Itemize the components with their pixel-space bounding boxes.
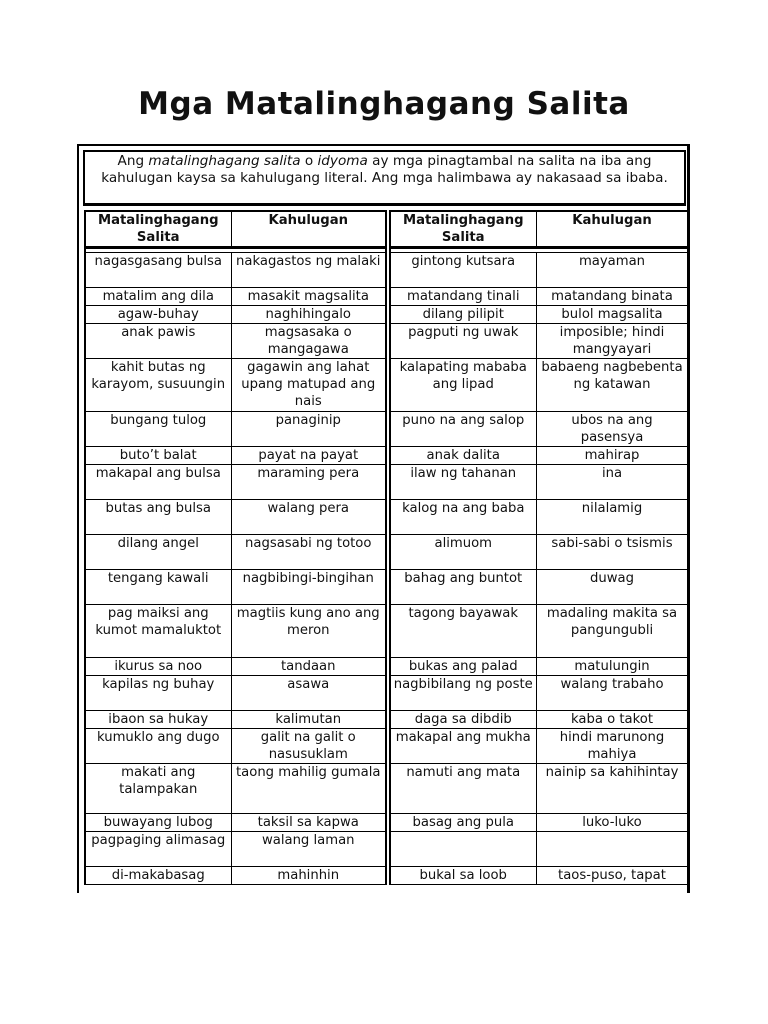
table-row (85, 570, 386, 605)
kahulugan-cell: mayaman (536, 253, 688, 288)
table-row (390, 764, 688, 814)
kahulugan-cell: nagsasabi ng totoo (231, 535, 386, 570)
kahulugan-cell: luko-luko (536, 814, 688, 832)
salita-cell: gintong kutsara (390, 253, 536, 288)
intro-term-idyoma: idyoma (317, 153, 368, 169)
header-kahulugan: Kahulugan (536, 211, 688, 248)
page-title: Mga Matalinghagang Salita (138, 86, 630, 122)
salita-cell: dilang angel (85, 535, 231, 570)
table-row (390, 832, 688, 867)
table-row (85, 605, 386, 658)
kahulugan-cell: duwag (536, 570, 688, 605)
kahulugan-cell: taong mahilig gumala (231, 764, 386, 814)
kahulugan-cell: naghihingalo (231, 306, 386, 324)
salita-cell: anak pawis (85, 324, 231, 359)
salita-cell: ibaon sa hukay (85, 711, 231, 729)
kahulugan-cell: sabi-sabi o tsismis (536, 535, 688, 570)
salita-cell: kalog na ang baba (390, 500, 536, 535)
table-row (390, 288, 688, 306)
salita-cell: makapal ang bulsa (85, 465, 231, 500)
kahulugan-cell: taos-puso, tapat (536, 867, 688, 885)
kahulugan-cell: babaeng nagbebenta ng katawan (536, 359, 688, 412)
salita-cell: bukas ang palad (390, 658, 536, 676)
kahulugan-cell: gagawin ang lahat upang matupad ang nais (231, 359, 386, 412)
table-row (85, 253, 386, 288)
salita-cell (390, 832, 536, 867)
kahulugan-cell: imposible; hindi mangyayari (536, 324, 688, 359)
kahulugan-cell: magsasaka o mangagawa (231, 324, 386, 359)
salita-cell: bahag ang buntot (390, 570, 536, 605)
table-row (85, 288, 386, 306)
salita-cell: bukal sa loob (390, 867, 536, 885)
salita-cell: butas ang bulsa (85, 500, 231, 535)
table-row (85, 711, 386, 729)
kahulugan-cell: ina (536, 465, 688, 500)
salita-cell: kahit butas ng karayom, susuungin (85, 359, 231, 412)
kahulugan-cell: galit na galit o nasusuklam (231, 729, 386, 764)
salita-cell: kapilas ng buhay (85, 676, 231, 711)
table-row (390, 306, 688, 324)
table-row (390, 412, 688, 447)
salita-cell: alimuom (390, 535, 536, 570)
salita-cell: pagpaging alimasag (85, 832, 231, 867)
idioms-table-right (389, 210, 689, 885)
salita-cell: tengang kawali (85, 570, 231, 605)
salita-cell: buwayang lubog (85, 814, 231, 832)
kahulugan-cell: tandaan (231, 658, 386, 676)
table-row (85, 764, 386, 814)
table-row (390, 867, 688, 885)
salita-cell: matalim ang dila (85, 288, 231, 306)
header-salita: Matalinghagang Salita (85, 211, 231, 248)
table-row (390, 676, 688, 711)
salita-cell: agaw-buhay (85, 306, 231, 324)
kahulugan-cell: masakit magsalita (231, 288, 386, 306)
salita-cell: buto’t balat (85, 447, 231, 465)
kahulugan-cell: payat na payat (231, 447, 386, 465)
table-row (85, 676, 386, 711)
kahulugan-cell: panaginip (231, 412, 386, 447)
table-row (85, 412, 386, 447)
salita-cell: makapal ang mukha (390, 729, 536, 764)
salita-cell: matandang tinali (390, 288, 536, 306)
table-row (85, 447, 386, 465)
table-row (390, 324, 688, 359)
table-row (85, 465, 386, 500)
kahulugan-cell: bulol magsalita (536, 306, 688, 324)
table-row (390, 447, 688, 465)
header-row (85, 211, 386, 248)
table-row (85, 658, 386, 676)
salita-cell: kalapating mababa ang lipad (390, 359, 536, 412)
kahulugan-cell: walang pera (231, 500, 386, 535)
salita-cell: ikurus sa noo (85, 658, 231, 676)
kahulugan-cell: nakagastos ng malaki (231, 253, 386, 288)
intro-mid: o (300, 153, 318, 169)
kahulugan-cell: taksil sa kapwa (231, 814, 386, 832)
header-row (390, 211, 688, 248)
salita-cell: basag ang pula (390, 814, 536, 832)
table-row (85, 867, 386, 885)
table-row (390, 711, 688, 729)
kahulugan-cell: matandang binata (536, 288, 688, 306)
salita-cell: di-makabasag (85, 867, 231, 885)
table-row (390, 570, 688, 605)
kahulugan-cell: matulungin (536, 658, 688, 676)
salita-cell: bungang tulog (85, 412, 231, 447)
salita-cell: ilaw ng tahanan (390, 465, 536, 500)
salita-cell: tagong bayawak (390, 605, 536, 658)
table-row (390, 500, 688, 535)
kahulugan-cell: walang laman (231, 832, 386, 867)
salita-cell: nagasgasang bulsa (85, 253, 231, 288)
kahulugan-cell: mahirap (536, 447, 688, 465)
kahulugan-cell: kalimutan (231, 711, 386, 729)
kahulugan-cell: nagbibingi-bingihan (231, 570, 386, 605)
kahulugan-cell: walang trabaho (536, 676, 688, 711)
table-row (390, 253, 688, 288)
header-kahulugan: Kahulugan (231, 211, 386, 248)
table-row (85, 535, 386, 570)
salita-cell: dilang pilipit (390, 306, 536, 324)
idioms-table-left (84, 210, 387, 885)
table-row (85, 814, 386, 832)
table-row (390, 535, 688, 570)
intro-term-matalinghaga: matalinghagang salita (148, 153, 301, 169)
intro-post: ay mga pinagtambal na salita na iba ang kahulugan kaysa sa kahulugang literal. Ang mga halimbawa ay nakasaad sa ibaba. (101, 153, 668, 186)
salita-cell: anak dalita (390, 447, 536, 465)
kahulugan-cell: maraming pera (231, 465, 386, 500)
salita-cell: puno na ang salop (390, 412, 536, 447)
intro-paragraph (83, 150, 686, 206)
header-salita: Matalinghagang Salita (390, 211, 536, 248)
table-row (85, 359, 386, 412)
kahulugan-cell (536, 832, 688, 867)
kahulugan-cell: madaling makita sa pangungubli (536, 605, 688, 658)
table-row (85, 832, 386, 867)
salita-cell: pag maiksi ang kumot mamaluktot (85, 605, 231, 658)
kahulugan-cell: ubos na ang pasensya (536, 412, 688, 447)
kahulugan-cell: magtiis kung ano ang meron (231, 605, 386, 658)
table-row (390, 359, 688, 412)
table-row (85, 729, 386, 764)
kahulugan-cell: hindi marunong mahiya (536, 729, 688, 764)
table-row (85, 306, 386, 324)
intro-pre: Ang (117, 153, 149, 169)
salita-cell: pagputi ng uwak (390, 324, 536, 359)
table-row (85, 324, 386, 359)
salita-cell: daga sa dibdib (390, 711, 536, 729)
table-row (390, 814, 688, 832)
salita-cell: makati ang talampakan (85, 764, 231, 814)
table-row (390, 605, 688, 658)
salita-cell: nagbibilang ng poste (390, 676, 536, 711)
kahulugan-cell: mahinhin (231, 867, 386, 885)
table-row (85, 500, 386, 535)
table-row (390, 729, 688, 764)
salita-cell: kumuklo ang dugo (85, 729, 231, 764)
kahulugan-cell: kaba o takot (536, 711, 688, 729)
salita-cell: namuti ang mata (390, 764, 536, 814)
table-row (390, 465, 688, 500)
kahulugan-cell: nainip sa kahihintay (536, 764, 688, 814)
kahulugan-cell: asawa (231, 676, 386, 711)
kahulugan-cell: nilalamig (536, 500, 688, 535)
table-row (390, 658, 688, 676)
